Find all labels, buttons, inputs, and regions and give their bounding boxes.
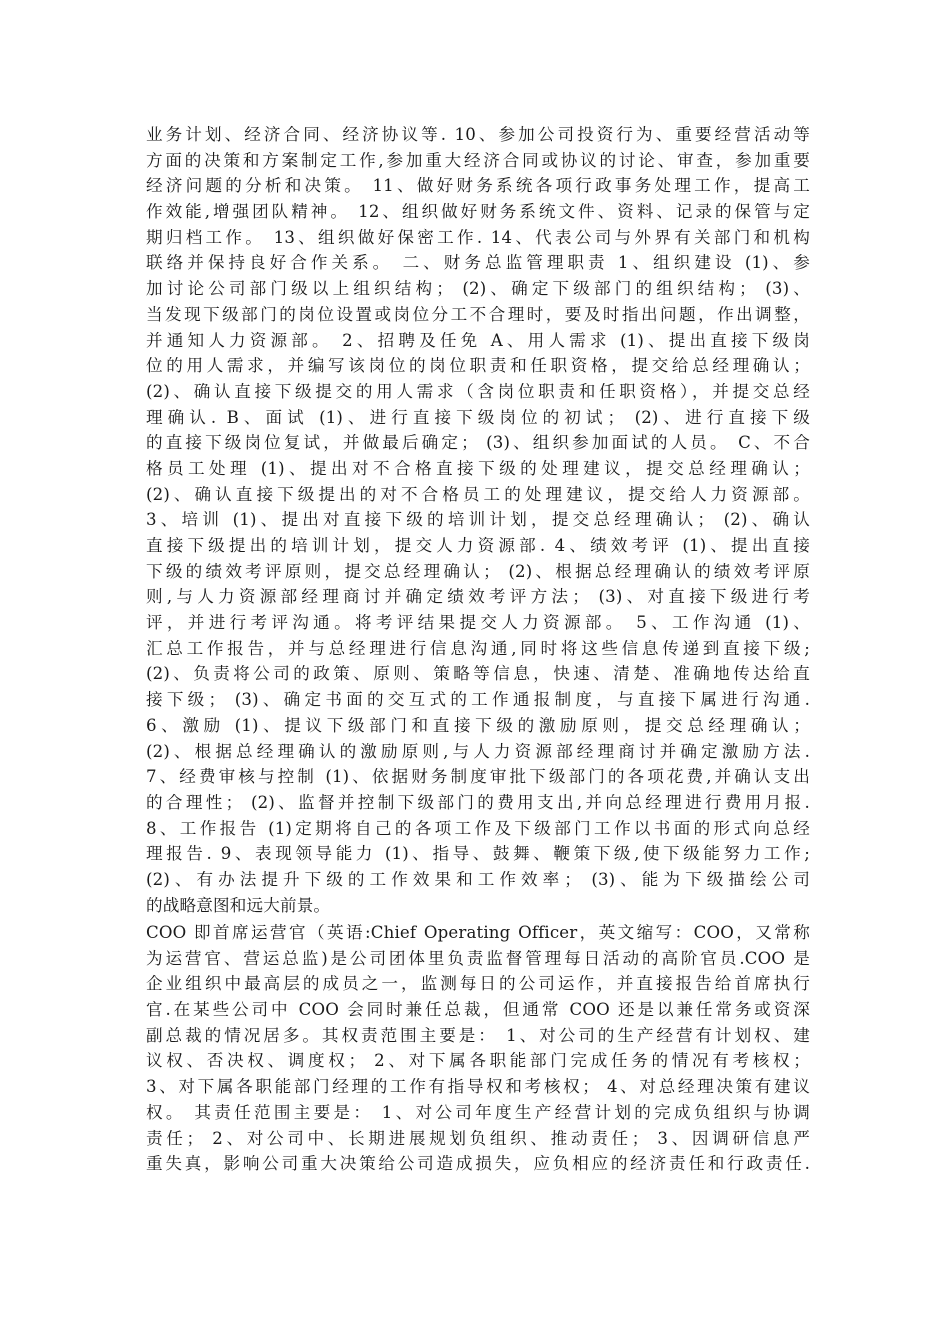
text-line: 责任； 2、对公司中、长期进展规划负组织、推动责任； 3、因调研信息严 <box>146 1128 810 1148</box>
text-line: (2)、确认直接下级提出的对不合格员工的处理建议，提交给人力资源部。 <box>146 484 810 504</box>
text-line: 加讨论公司部门级以上组织结构； (2)、确定下级部门的组织结构； (3)、 <box>146 279 810 299</box>
text-line: 期归档工作。 13、组织做好保密工作. 14、代表公司与外界有关部门和机构 <box>146 227 810 247</box>
text-line: 7、经费审核与控制 (1)、依据财务制度审批下级部门的各项花费,并确认支出 <box>146 767 810 787</box>
text-line: 作效能,增强团队精神。 12、组织做好财务系统文件、资料、记录的保管与定 <box>146 202 810 222</box>
text-line: 联络并保持良好合作关系。 二、财务总监管理职责 1、组织建设 (1)、参 <box>146 253 810 273</box>
text-line: 企业组织中最高层的成员之一，监测每日的公司运作，并直接报告给首席执行 <box>146 974 810 994</box>
text-line: 经济问题的分析和决策。 11、做好财务系统各项行政事务处理工作，提高工 <box>146 176 810 196</box>
text-line: 理报告. 9、表现领导能力 (1)、指导、鼓舞、鞭策下级,使下级能努力工作; <box>146 844 810 864</box>
text-line: 8、工作报告 (1)定期将自己的各项工作及下级部门工作以书面的形式向总经 <box>146 818 810 838</box>
text-line: 的战略意图和远大前景。 <box>146 895 331 915</box>
text-line: 为运营官、营运总监)是公司团体里负责监督管理每日活动的高阶官员.COO 是 <box>146 948 810 968</box>
text-line: 下级的绩效考评原则，提交总经理确认； (2)、根据总经理确认的绩效考评原 <box>146 561 810 581</box>
text-line: 6、激励 (1)、提议下级部门和直接下级的激励原则，提交总经理确认； <box>146 715 810 735</box>
text-line: 直接下级提出的培训计划，提交人力资源部. 4、绩效考评 (1)、提出直接 <box>146 536 810 555</box>
text-line: 的直接下级岗位复试，并做最后确定； (3)、组织参加面试的人员。 C、不合 <box>146 433 810 453</box>
text-line: 3、培训 (1)、提出对直接下级的培训计划，提交总经理确认； (2)、确认 <box>146 510 810 530</box>
text-line: 权。 其责任范围主要是： 1、对公司年度生产经营计划的完成负组织与协调 <box>146 1102 810 1122</box>
text-line: 汇总工作报告，并与总经理进行信息沟通,同时将这些信息传递到直接下级; <box>146 638 810 658</box>
text-line: 位的用人需求，并编写该岗位的岗位职责和任职资格，提交给总经理确认； <box>146 356 810 376</box>
text-line: 的合理性； (2)、监督并控制下级部门的费用支出,并向总经理进行费用月报. <box>146 792 810 812</box>
text-line: (2)、确认直接下级提交的用人需求（含岗位职责和任职资格），并提交总经 <box>146 381 810 401</box>
text-line: 接下级； (3)、确定书面的交互式的工作通报制度，与直接下属进行沟通. <box>146 690 810 710</box>
text-line: (2)、负责将公司的政策、原则、策略等信息，快速、清楚、准确地传达给直 <box>146 664 810 684</box>
text-line: 理确认. B、面试 (1)、进行直接下级岗位的初试； (2)、进行直接下级 <box>146 407 810 427</box>
text-line: 3、对下属各职能部门经理的工作有指导权和考核权； 4、对总经理决策有建议 <box>146 1077 810 1097</box>
text-line: 则,与人力资源部经理商讨并确定绩效考评方法； (3)、对直接下级进行考 <box>146 587 810 607</box>
text-line: 当发现下级部门的岗位设置或岗位分工不合理时，要及时指出问题，作出调整， <box>146 304 810 324</box>
text-line: 方面的决策和方案制定工作,参加重大经济合同或协议的讨论、审查，参加重要 <box>146 150 810 170</box>
text-line: 重失真，影响公司重大决策给公司造成损失，应负相应的经济责任和行政责任. <box>146 1154 810 1174</box>
text-line: 副总裁的情况居多。其权责范围主要是： 1、对公司的生产经营有计划权、建 <box>146 1025 810 1045</box>
text-line: (2)、根据总经理确认的激励原则,与人力资源部经理商讨并确定激励方法. <box>146 741 810 761</box>
text-line: 评，并进行考评沟通。将考评结果提交人力资源部。 5、工作沟通 (1)、 <box>146 613 810 633</box>
text-line: 官.在某些公司中 COO 会同时兼任总裁，但通常 COO 还是以兼任常务或资深 <box>146 1000 810 1020</box>
text-line: 并通知人力资源部。 2、招聘及任免 A、用人需求 (1)、提出直接下级岗 <box>146 330 810 350</box>
text-line: COO 即首席运营官（英语:Chief Operating Officer，英文缩写：COO，又常称 <box>146 923 810 942</box>
text-line: 格员工处理 (1)、提出对不合格直接下级的处理建议，提交总经理确认； <box>146 458 810 478</box>
text-line: (2)、有办法提升下级的工作效果和工作效率； (3)、能为下级描绘公司 <box>146 869 810 889</box>
text-line: 议权、否决权、调度权； 2、对下属各职能部门完成任务的情况有考核权； <box>146 1051 810 1071</box>
paragraph-finance-director-duties <box>146 122 810 918</box>
paragraph-coo-definition <box>146 920 810 1177</box>
text-line: 业务计划、经济合同、经济协议等. 10、参加公司投资行为、重要经营活动等 <box>146 125 810 144</box>
